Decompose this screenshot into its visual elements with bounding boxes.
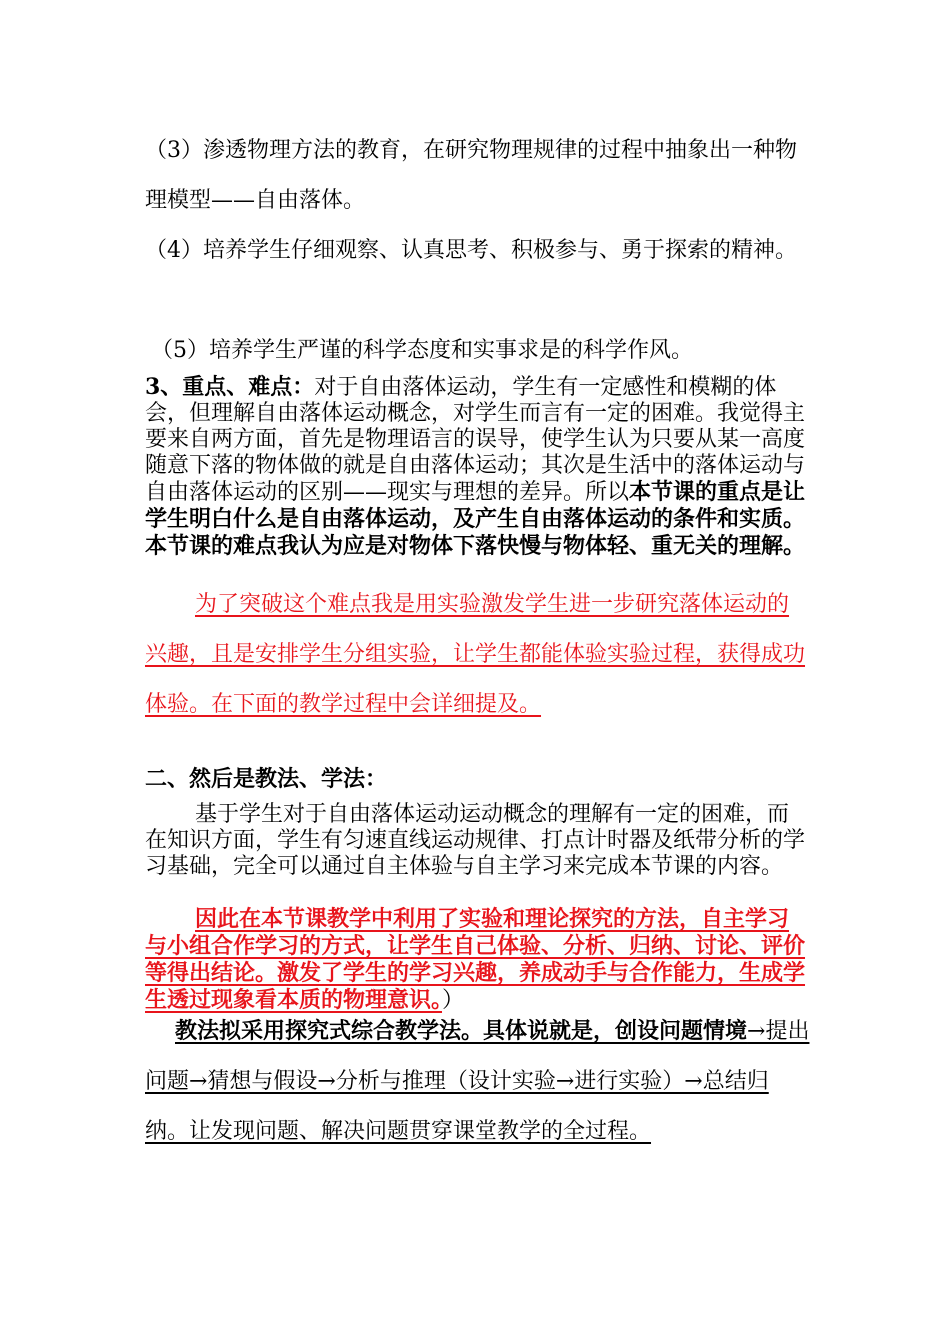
key-points-emphasis: 本节课的重点是让学生明白什么是自由落体运动，及产生自由落体运动的条件和实质。本节课的难点我认为应是对物体下落快慢与物体轻、重无关的理解。 [145, 479, 806, 559]
section-key-points [145, 374, 810, 560]
difficulty-solution: 为了突破这个难点我是用实验激发学生进一步研究落体运动的兴趣，且是安排学生分组实验，让学生都能体验实验过程，获得成功体验。在下面的教学过程中会详细提及。 [145, 592, 806, 717]
teaching-method-steps: →提出问题→猜想与假设→分析与推理（设计实验→进行实验）→总结归纳。让发现问题、解决问题贯穿课堂教学的全过程。 [145, 1019, 810, 1144]
key-points-body: 对于自由落体运动，学生有一定感性和模糊的体会，但理解自由落体运动概念，对学生而言有一定的困难。我觉得主要来自两方面，首先是物理语言的误导，使学生认为只要从某一高度随意下落的物体做的就是自由落体运动；其次是生活中的落体运动与自由落体运动的区别——现实与理想的差异。所以 [145, 375, 806, 505]
methods-emphasis [145, 906, 810, 1014]
objective-3: （3）渗透物理方法的教育，在研究物理规律的过程中抽象出一种物理模型——自由落体。 [145, 138, 797, 213]
methods-emphasis-tail: ） [442, 988, 465, 1013]
methods-body: 基于学生对于自由落体运动运动概念的理解有一定的困难，而在知识方面，学生有匀速直线运动规律、打点计时器及纸带分析的学习基础，完全可以通过自主体验与自主学习来完成本节课的内容。 [145, 802, 806, 879]
objective-4: （4）培养学生仔细观察、认真思考、积极参与、勇于探索的精神。 [145, 238, 797, 263]
teaching-method-lead: 教法拟采用探究式综合教学法。具体说就是，创设问题情境 [175, 1018, 748, 1044]
objective-5: （5）培养学生严谨的科学态度和实事求是的科学作风。 [151, 338, 693, 363]
section-methods-heading: 二、然后是教法、学法： [145, 766, 388, 792]
key-points-heading: 3、重点、难点： [145, 374, 315, 400]
teaching-method [145, 1006, 810, 1157]
methods-emphasis-text: 因此在本节课教学中利用了实验和理论探究的方法，自主学习与小组合作学习的方式，让学生自己体验、分析、归纳、讨论、评价等得出结论。激发了学生的学习兴趣，养成动手与合作能力，生成学生透过现象看本质的物理意识。 [145, 906, 806, 1013]
